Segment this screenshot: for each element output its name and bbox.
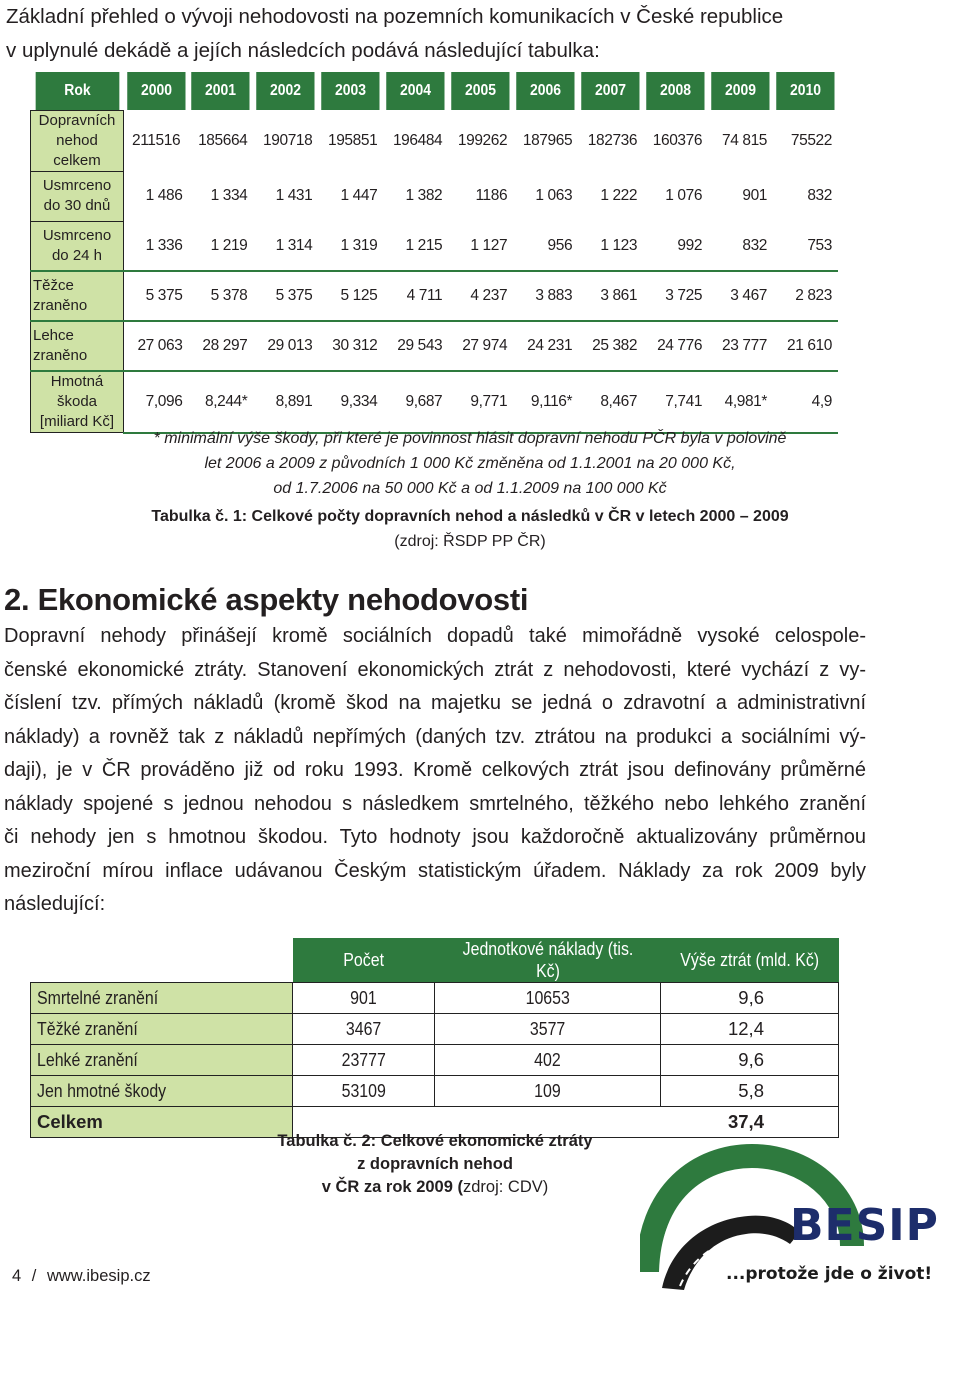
header-year: 2010	[776, 72, 834, 110]
table-cell: 3 883	[513, 271, 578, 321]
table-cell: 185664	[198, 131, 248, 149]
table-cell: 196484	[392, 131, 443, 149]
table-cell: 29 013	[253, 321, 318, 371]
table-cell: 28 297	[188, 321, 253, 371]
logo-wordmark: BESIP	[790, 1200, 939, 1251]
footnote-line: let 2006 a 2009 z původních 1 000 Kč změněna od 1.1.2001 na 20 000 Kč,	[204, 455, 736, 472]
header-year: 2009	[711, 72, 769, 110]
section-heading: 2. Ekonomické aspekty nehodovosti	[4, 582, 529, 617]
besip-logo	[640, 1140, 939, 1300]
table-cell: 4 237	[448, 271, 513, 321]
table-cell: 211516	[132, 131, 181, 149]
caption-line: Tabulka č. 2: Celkové ekonomické ztráty	[277, 1132, 593, 1150]
table-header-row	[31, 72, 839, 110]
table-row	[31, 321, 839, 371]
row-label: Dopravních nehod celkem	[31, 110, 124, 171]
table-header-row	[31, 938, 839, 983]
table-cell: 9,334	[318, 371, 383, 433]
paragraph-line: náklady) a rovněž tak z nákladů nepřímých (daných tzv. ztrátou na produkci a sociálními vý-	[4, 725, 866, 748]
row-label: Lehce zraněno	[31, 321, 124, 371]
accident-overview-table	[30, 72, 838, 434]
table-cell: 901	[742, 187, 768, 204]
table-cell: 1 334	[210, 187, 248, 204]
header-year: 2007	[581, 72, 639, 110]
caption-source: (zdroj: ŘSDP PP ČR)	[394, 533, 546, 550]
total-label: Celkem	[31, 1107, 293, 1138]
table-cell: 832	[807, 187, 832, 204]
table-cell: 1 486	[145, 187, 183, 204]
intro-line-2: v uplynulé dekádě a jejích následcích podává následující tabulka:	[6, 39, 600, 62]
header-year: 2005	[452, 72, 510, 110]
economic-loss-table	[30, 938, 839, 1138]
paragraph-line: čenské ekonomické ztráty. Stanovení ekonomických ztrát z nehodovosti, které vychází z vy-	[4, 658, 866, 681]
caption-line: v ČR za rok 2009 (zdroj: CDV)	[321, 1178, 549, 1196]
header-year: 2008	[646, 72, 704, 110]
header-unit-cost: Jednotkové náklady (tis. Kč)	[435, 938, 661, 983]
table-footnote	[70, 426, 870, 501]
header-year: 2004	[387, 72, 445, 110]
header-year: 2001	[192, 72, 250, 110]
table-cell: 992	[677, 236, 703, 254]
table-cell: 182736	[587, 131, 638, 149]
header-year: 2002	[257, 72, 315, 110]
table-cell: 24 776	[643, 321, 708, 371]
table-cell: 23777	[293, 1045, 435, 1076]
table-cell: 402	[435, 1045, 661, 1076]
table-cell: 199262	[457, 131, 508, 149]
table-cell: 75522	[790, 131, 832, 149]
paragraph-line: náklady spojené s jednou nehodou s následkem smrtelného, těžkého nebo lehkého zranění	[4, 792, 866, 815]
table-cell: 7,096	[124, 371, 189, 433]
paragraph-line: číslení tzv. přímých nákladů (kromě škod na majetku se jedná o zdravotní a administrativní	[4, 692, 866, 714]
page-number: 4	[12, 1267, 22, 1285]
header-year: 2006	[516, 72, 574, 110]
table-cell: 3 725	[643, 271, 708, 321]
footnote-line: od 1.7.2006 na 50 000 Kč a od 1.1.2009 na 100 000 Kč	[273, 480, 667, 497]
table-cell: 109	[435, 1076, 661, 1107]
table2-caption	[230, 1130, 640, 1199]
table-cell: 29 543	[383, 321, 448, 371]
table-cell: 9,116*	[513, 371, 578, 433]
table-cell: 10653	[435, 983, 661, 1014]
header-year: 2000	[127, 72, 185, 110]
table-cell: 12,4	[661, 1014, 839, 1045]
row-label: Těžké zranění	[31, 1014, 293, 1045]
table-cell: 1 123	[600, 236, 638, 254]
paragraph-line: Dopravní nehody přinášejí kromě sociálních dopadů také mimořádně vysoké celospole-	[4, 625, 866, 647]
paragraph-line: následující:	[4, 893, 106, 915]
table-cell: 23 777	[708, 321, 773, 371]
table-cell: 53109	[293, 1076, 435, 1107]
table-row	[31, 271, 839, 321]
row-label: Hmotná škoda [miliard Kč]	[31, 371, 124, 433]
table-cell: 8,891	[253, 371, 318, 433]
header-blank	[31, 938, 293, 983]
table-cell: 5 375	[253, 271, 318, 321]
table-cell: 1 447	[340, 187, 378, 204]
table-row	[31, 1076, 839, 1107]
table-cell: 1 219	[210, 236, 248, 254]
caption-line: z dopravních nehod	[357, 1155, 513, 1173]
table-row	[31, 221, 839, 271]
row-label: Usmrceno do 30 dnů	[31, 171, 124, 221]
footer-separator: /	[31, 1267, 37, 1285]
table-cell: 1186	[475, 187, 508, 204]
table-cell: 1 215	[405, 236, 443, 254]
table-cell: 8,244*	[188, 371, 253, 433]
table-cell: 5 375	[124, 271, 189, 321]
row-label: Těžce zraněno	[31, 271, 124, 321]
table-cell: 24 231	[513, 321, 578, 371]
table-cell: 5 378	[188, 271, 253, 321]
table-cell: 1 127	[470, 236, 508, 254]
page-footer	[12, 1267, 151, 1286]
table-cell: 9,687	[383, 371, 448, 433]
table-row	[31, 1014, 839, 1045]
table-cell: 1 431	[275, 187, 313, 204]
row-label: Usmrceno do 24 h	[31, 221, 124, 271]
table-cell: 1 319	[340, 236, 378, 254]
table-cell: 187965	[522, 131, 573, 149]
table-cell: 3577	[435, 1014, 661, 1045]
table-cell: 3467	[293, 1014, 435, 1045]
paragraph-line: či nehody jen s hmotnou škodou. Tyto hodnoty jsou každoročně aktualizovány průměrnou	[4, 826, 866, 848]
total-value: 37,4	[661, 1107, 839, 1138]
intro-text	[6, 0, 946, 68]
table-row	[31, 983, 839, 1014]
row-label: Smrtelné zranění	[31, 983, 293, 1014]
table-cell: 190718	[263, 131, 313, 149]
table-cell: 21 610	[773, 321, 838, 371]
header-corner: Rok	[35, 72, 119, 110]
logo-slogan: ...protože jde o život!	[726, 1264, 933, 1284]
intro-line-1: Základní přehled o vývoji nehodovosti na pozemních komunikacích v České republice	[6, 5, 784, 28]
table-cell: 901	[293, 983, 435, 1014]
table-cell: 27 063	[124, 321, 189, 371]
table-cell: 753	[807, 236, 832, 254]
table-cell: 9,771	[448, 371, 513, 433]
table-cell: 5 125	[318, 271, 383, 321]
table-cell: 1 382	[405, 187, 443, 204]
footer-url-link[interactable]: www.ibesip.cz	[46, 1267, 151, 1285]
table-row	[31, 171, 839, 221]
table-cell: 30 312	[318, 321, 383, 371]
table-cell: 160376	[652, 131, 703, 149]
table1-caption	[70, 504, 870, 554]
table-cell: 956	[547, 236, 573, 254]
table-cell: 7,741	[643, 371, 708, 433]
table-cell: 9,6	[661, 1045, 839, 1076]
section-paragraph	[4, 620, 866, 922]
header-total-loss: Výše ztrát (mld. Kč)	[661, 938, 839, 983]
table-cell: 1 076	[665, 187, 703, 204]
table-cell: 74 815	[722, 131, 768, 149]
row-label: Jen hmotné škody	[31, 1076, 293, 1107]
table-cell: 1 222	[600, 187, 638, 204]
table-cell: 5,8	[661, 1076, 839, 1107]
table-cell: 1 336	[145, 236, 183, 254]
table-cell: 4 711	[383, 271, 448, 321]
table-cell: 1 063	[535, 187, 573, 204]
table-cell: 832	[742, 236, 768, 254]
table-row	[31, 371, 839, 433]
header-year: 2003	[322, 72, 380, 110]
table-cell: 8,467	[578, 371, 643, 433]
table-cell: 4,981*	[708, 371, 773, 433]
table-cell: 9,6	[661, 983, 839, 1014]
header-count: Počet	[293, 938, 435, 983]
table-row	[31, 1045, 839, 1076]
table-cell: 3 467	[708, 271, 773, 321]
paragraph-line: daji), je v ČR prováděno již od roku 1993. Kromě celkových ztrát jsou definovány průměrné	[4, 759, 866, 781]
paragraph-line: meziroční mírou inflace udávanou Českým statistickým úřadem. Náklady za rok 2009 byly	[4, 859, 866, 882]
table-cell: 3 861	[578, 271, 643, 321]
caption-title: Tabulka č. 1: Celkové počty dopravních nehod a následků v ČR v letech 2000 – 2009	[151, 508, 789, 525]
table-cell: 27 974	[448, 321, 513, 371]
table-row	[31, 110, 839, 171]
table-cell: 2 823	[773, 271, 838, 321]
table-cell: 1 314	[275, 236, 313, 254]
table-cell: 195851	[327, 131, 378, 149]
row-label: Lehké zranění	[31, 1045, 293, 1076]
table-cell: 4,9	[773, 371, 838, 433]
footnote-line: * minimální výše škody, při které je povinnost hlásit dopravní nehodu PČR byla v polovině	[153, 430, 787, 447]
table-cell: 25 382	[578, 321, 643, 371]
